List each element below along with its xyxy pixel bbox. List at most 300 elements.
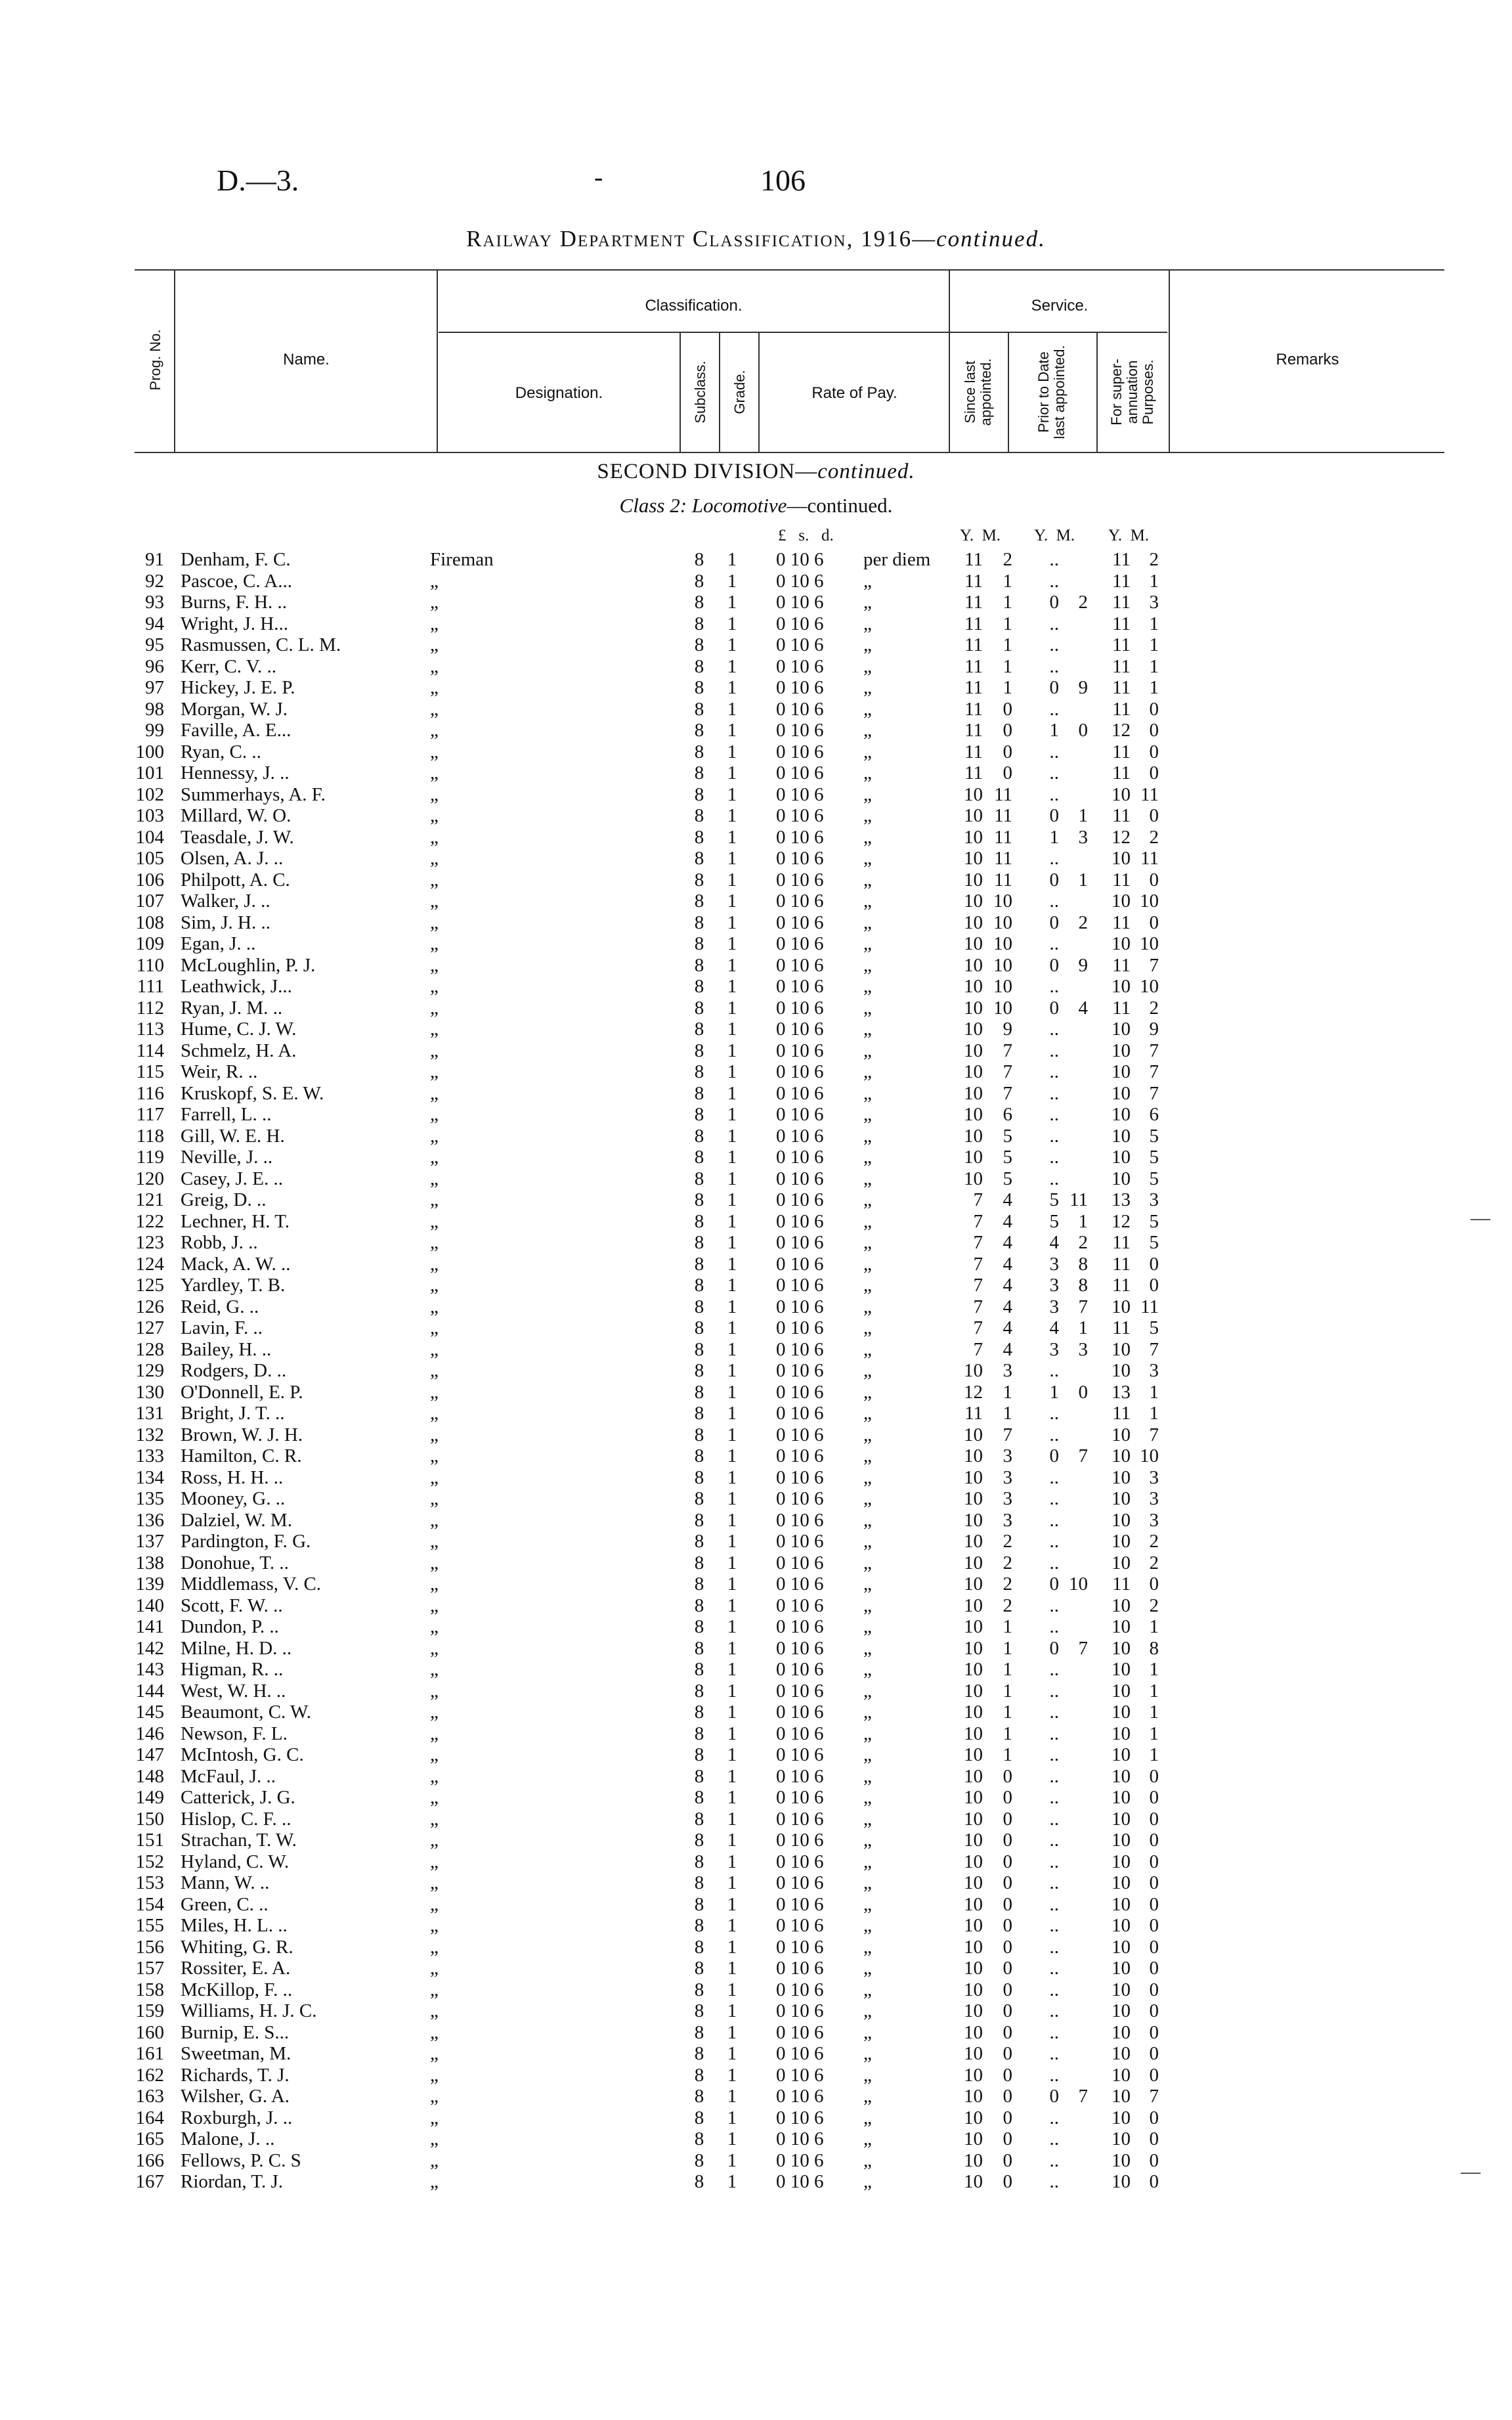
superannuation-months: 1 [1149,1680,1159,1702]
since-last-months: 1 [1003,1680,1012,1702]
grade: 1 [727,1531,737,1552]
since-last-months: 1 [1003,613,1012,634]
staff-name: Walker, J. .. [181,891,270,912]
table-row [0,1168,1512,1190]
staff-name: Weir, R. .. [181,1061,258,1082]
table-row [0,1872,1512,1894]
prior-years: .. [1049,1915,1059,1936]
staff-name: Kruskopf, S. E. W. [181,1082,324,1104]
designation: „ [430,1851,439,1872]
row-number: 124 [135,1253,164,1275]
superannuation-months: 11 [1140,848,1159,869]
row-number: 110 [136,954,164,976]
table-row [0,805,1512,827]
prior-months: 10 [1069,1573,1088,1595]
row-number: 139 [135,1573,164,1595]
rate-of-pay: 0 10 6 [776,1765,824,1787]
superannuation-months: 1 [1149,1744,1159,1765]
designation: „ [430,655,439,677]
grade: 1 [727,1616,737,1637]
since-last-years: 11 [964,720,983,741]
row-number: 101 [135,762,164,783]
rate-of-pay: 0 10 6 [776,1296,824,1317]
prior-months: 9 [1078,677,1088,698]
staff-name: Catterick, J. G. [181,1787,295,1808]
prior-years: .. [1049,1360,1059,1381]
row-number: 117 [136,1104,164,1125]
grade: 1 [727,1061,737,1082]
since-last-months: 7 [1003,1082,1012,1104]
subclass: 8 [694,891,704,912]
row-number: 137 [135,1531,164,1552]
superannuation-years: 10 [1112,1702,1131,1723]
row-number: 146 [135,1723,164,1744]
designation: „ [430,1403,439,1424]
grade: 1 [727,613,737,634]
rate-period: „ [863,1296,872,1317]
staff-name: Ryan, C. .. [181,741,261,762]
superannuation-years: 10 [1112,2021,1131,2043]
superannuation-years: 11 [1112,1317,1131,1338]
since-last-years: 10 [964,1168,983,1189]
grade: 1 [727,741,737,762]
superannuation-years: 10 [1112,1851,1131,1872]
row-number: 132 [135,1424,164,1445]
subclass: 8 [694,1765,704,1787]
prior-years: .. [1049,1125,1059,1147]
rate-period: „ [863,783,872,805]
row-number: 164 [135,2107,164,2128]
superannuation-years: 11 [1112,997,1131,1019]
prior-months: 3 [1078,826,1088,848]
designation: „ [430,1082,439,1104]
superannuation-months: 7 [1149,1424,1159,1445]
table-row [0,1851,1512,1873]
since-last-months: 5 [1003,1168,1012,1189]
subclass: 8 [694,1275,704,1296]
rate-period: „ [863,1488,872,1509]
subclass: 8 [694,1851,704,1872]
designation: „ [430,848,439,869]
designation: „ [430,783,439,805]
since-last-months: 4 [1003,1275,1012,1296]
table-row [0,1616,1512,1638]
prior-years: .. [1049,2128,1059,2149]
prior-months: 7 [1078,2086,1088,2107]
subclass: 8 [694,1616,704,1637]
since-last-years: 10 [964,1637,983,1659]
designation: „ [430,1872,439,1893]
title-year: 1916— [853,226,937,252]
superannuation-years: 10 [1112,1466,1131,1488]
table-row [0,1254,1512,1275]
prior-years: 3 [1049,1296,1059,1317]
subclass: 8 [694,997,704,1019]
superannuation-months: 0 [1149,762,1159,783]
staff-name: Fellows, P. C. S [181,2149,301,2171]
superannuation-years: 11 [1112,805,1131,826]
staff-name: Denham, F. C. [181,549,291,570]
rate-period: „ [863,2171,872,2192]
rate-of-pay: 0 10 6 [776,2000,824,2021]
designation: „ [430,1702,439,1723]
subclass: 8 [694,1189,704,1210]
superannuation-months: 0 [1149,2171,1159,2192]
grade: 1 [727,1830,737,1851]
superannuation-years: 10 [1112,1168,1131,1189]
row-number: 155 [135,1915,164,1936]
since-last-years: 10 [964,1958,983,1979]
row-number: 120 [135,1168,164,1189]
table-row [0,1915,1512,1937]
superannuation-months: 0 [1149,1275,1159,1296]
since-last-years: 10 [964,976,983,997]
subclass: 8 [694,826,704,848]
table-row [0,2150,1512,2172]
staff-name: Greig, D. .. [181,1189,267,1210]
staff-name: Hickey, J. E. P. [181,677,295,698]
row-number: 154 [135,1893,164,1915]
designation: „ [430,1381,439,1403]
table-row [0,1019,1512,1040]
superannuation-months: 0 [1149,805,1159,826]
superannuation-months: 3 [1149,1509,1159,1531]
prior-months: 1 [1078,1210,1088,1232]
grade: 1 [727,1659,737,1680]
rate-of-pay: 0 10 6 [776,1082,824,1104]
designation: „ [430,634,439,655]
since-last-years: 7 [973,1296,983,1317]
superannuation-months: 0 [1149,912,1159,933]
rate-of-pay: 0 10 6 [776,2064,824,2086]
superannuation-months: 0 [1149,1872,1159,1893]
staff-name: Olsen, A. J. .. [181,848,284,869]
table-row [0,1467,1512,1489]
superannuation-months: 0 [1149,1765,1159,1787]
rate-period: „ [863,677,872,698]
designation: „ [430,762,439,783]
row-number: 161 [135,2043,164,2064]
designation: „ [430,2000,439,2021]
rate-period: „ [863,1744,872,1765]
table-row [0,2022,1512,2044]
rate-of-pay: 0 10 6 [776,805,824,826]
staff-name: Brown, W. J. H. [181,1424,303,1445]
rate-of-pay: 0 10 6 [776,2021,824,2043]
staff-name: Robb, J. .. [181,1232,258,1253]
designation: „ [430,1338,439,1360]
since-last-months: 0 [1003,1893,1012,1915]
title-continued: continued. [936,226,1046,252]
designation: „ [430,826,439,848]
grade: 1 [727,1168,737,1189]
designation: „ [430,2149,439,2171]
col-divider [680,332,681,452]
subclass: 8 [694,1403,704,1424]
row-number: 162 [135,2064,164,2086]
superannuation-months: 3 [1149,592,1159,613]
staff-name: Higman, R. .. [181,1659,284,1680]
since-last-years: 10 [964,1488,983,1509]
col-divider [1008,332,1009,452]
since-last-years: 10 [964,1552,983,1573]
prior-years: .. [1049,1061,1059,1082]
subclass: 8 [694,933,704,954]
superannuation-months: 9 [1149,1019,1159,1040]
row-number: 166 [135,2149,164,2171]
subclass: 8 [694,1744,704,1765]
prior-years: .. [1049,698,1059,720]
superannuation-years: 10 [1112,2000,1131,2021]
grade: 1 [727,1552,737,1573]
superannuation-years: 10 [1112,1445,1131,1466]
superannuation-months: 2 [1149,997,1159,1019]
table-row [0,1979,1512,2001]
rate-period: „ [863,1958,872,1979]
prior-years: .. [1049,634,1059,655]
since-last-months: 0 [1003,1830,1012,1851]
grade: 1 [727,2086,737,2107]
rate-period: „ [863,933,872,954]
subclass: 8 [694,1040,704,1061]
staff-name: Scott, F. W. .. [181,1595,283,1616]
rate-of-pay: 0 10 6 [776,1019,824,1040]
staff-name: Donohue, T. .. [181,1552,289,1573]
subclass: 8 [694,1915,704,1936]
table-row [0,1232,1512,1254]
superannuation-years: 10 [1112,1552,1131,1573]
table-row [0,1510,1512,1531]
row-number: 140 [135,1595,164,1616]
since-last-years: 10 [964,1061,983,1082]
subclass: 8 [694,1573,704,1595]
row-number: 129 [135,1360,164,1381]
superannuation-years: 13 [1112,1381,1131,1403]
designation: „ [430,1125,439,1147]
grade: 1 [727,1958,737,1979]
since-last-years: 10 [964,1147,983,1168]
rate-of-pay: 0 10 6 [776,2086,824,2107]
title-main: Railway Department Classification, [466,226,854,252]
staff-name: Wright, J. H... [181,613,288,634]
rate-of-pay: 0 10 6 [776,634,824,655]
designation: „ [430,2086,439,2107]
table-row [0,1723,1512,1745]
table-row [0,784,1512,806]
designation: „ [430,933,439,954]
rate-of-pay: 0 10 6 [776,1659,824,1680]
grade: 1 [727,1082,737,1104]
since-last-years: 10 [964,1019,983,1040]
staff-name: Kerr, C. V. .. [181,655,276,677]
row-number: 105 [135,848,164,869]
prior-years: .. [1049,1936,1059,1958]
since-last-years: 10 [964,2086,983,2107]
prior-years: .. [1049,1744,1059,1765]
prior-years: .. [1049,1787,1059,1808]
prior-years: 0 [1049,869,1059,891]
classification-service-rule [439,332,1167,333]
rate-of-pay: 0 10 6 [776,2149,824,2171]
prior-years: .. [1049,1147,1059,1168]
row-number: 104 [135,826,164,848]
superannuation-months: 5 [1149,1232,1159,1253]
rate-of-pay: 0 10 6 [776,1040,824,1061]
division-title [0,460,1512,484]
since-last-months: 10 [993,954,1012,976]
table-row [0,1488,1512,1510]
staff-name: Teasdale, J. W. [181,826,294,848]
since-last-months: 3 [1003,1509,1012,1531]
table-row [0,1638,1512,1660]
rate-period: „ [863,1360,872,1381]
rate-of-pay: 0 10 6 [776,2107,824,2128]
subclass: 8 [694,783,704,805]
subclass: 8 [694,1296,704,1317]
subclass: 8 [694,613,704,634]
subclass: 8 [694,2107,704,2128]
table-row [0,613,1512,635]
prior-years: .. [1049,1979,1059,2000]
since-last-years: 7 [973,1232,983,1253]
since-last-years: 10 [964,1659,983,1680]
staff-name: Wilsher, G. A. [181,2086,290,2107]
subclass: 8 [694,912,704,933]
prior-years: .. [1049,655,1059,677]
table-row [0,1659,1512,1681]
since-last-years: 10 [964,1040,983,1061]
table-row [0,1531,1512,1552]
staff-name: Williams, H. J. C. [181,2000,317,2021]
superannuation-years: 11 [1112,677,1131,698]
since-last-months: 0 [1003,2149,1012,2171]
since-last-years: 10 [964,1808,983,1830]
designation: „ [430,1830,439,1851]
row-number: 95 [145,634,164,655]
staff-name: Neville, J. .. [181,1147,273,1168]
staff-name: Dalziel, W. M. [181,1509,292,1531]
designation: „ [430,891,439,912]
row-number: 111 [137,976,164,997]
grade: 1 [727,1787,737,1808]
grade: 1 [727,2107,737,2128]
rate-period: „ [863,634,872,655]
superannuation-years: 11 [1112,613,1131,634]
row-number: 114 [136,1040,164,1061]
superannuation-years: 11 [1112,549,1131,570]
since-last-years: 12 [964,1381,983,1403]
prior-months: 7 [1078,1296,1088,1317]
superannuation-years: 11 [1112,869,1131,891]
rate-of-pay: 0 10 6 [776,1125,824,1147]
row-number: 134 [135,1466,164,1488]
superannuation-months: 3 [1149,1360,1159,1381]
since-last-years: 10 [964,1872,983,1893]
since-last-years: 10 [964,1531,983,1552]
prior-years: .. [1049,1424,1059,1445]
grade: 1 [727,1360,737,1381]
rate-period: „ [863,2128,872,2149]
table-row [0,1360,1512,1382]
row-number: 144 [135,1680,164,1702]
row-number: 167 [135,2171,164,2192]
subclass: 8 [694,592,704,613]
row-number: 94 [145,613,164,634]
staff-name: O'Donnell, E. P. [181,1381,303,1403]
since-last-months: 4 [1003,1253,1012,1275]
designation: „ [430,1723,439,1744]
header-name: Name. [283,351,330,368]
superannuation-years: 10 [1112,2043,1131,2064]
staff-name: Millard, W. O. [181,805,292,826]
designation: „ [430,1573,439,1595]
since-last-years: 11 [964,762,983,783]
prior-years: 5 [1049,1189,1059,1210]
prior-years: .. [1049,1019,1059,1040]
rate-of-pay: 0 10 6 [776,1787,824,1808]
superannuation-months: 0 [1149,1573,1159,1595]
table-row [0,1296,1512,1318]
grade: 1 [727,1680,737,1702]
prior-units: Y. M. [1034,527,1075,544]
superannuation-months: 3 [1149,1189,1159,1210]
row-number: 135 [135,1488,164,1509]
prior-years: 0 [1049,677,1059,698]
row-number: 113 [136,1019,164,1040]
superannuation-months: 2 [1149,1595,1159,1616]
table-row [0,1766,1512,1788]
designation: „ [430,1360,439,1381]
since-last-years: 10 [964,1851,983,1872]
since-last-months: 4 [1003,1338,1012,1360]
grade: 1 [727,698,737,720]
superannuation-years: 10 [1112,1765,1131,1787]
header-since-last: Since last appointed. [962,358,994,426]
row-number: 112 [136,997,164,1019]
since-last-months: 10 [993,933,1012,954]
subclass: 8 [694,976,704,997]
rate-period: „ [863,1637,872,1659]
superannuation-years: 10 [1112,2149,1131,2171]
rate-period: „ [863,1595,872,1616]
rate-of-pay: 0 10 6 [776,783,824,805]
prior-years: 0 [1049,2086,1059,2107]
row-number: 123 [135,1232,164,1253]
superannuation-months: 1 [1149,1381,1159,1403]
designation: „ [430,1787,439,1808]
superannuation-years: 10 [1112,1936,1131,1958]
subclass: 8 [694,1893,704,1915]
superannuation-years: 11 [1112,1275,1131,1296]
rate-of-pay: 0 10 6 [776,1851,824,1872]
row-number: 149 [135,1787,164,1808]
rate-period: „ [863,1723,872,1744]
since-last-months: 0 [1003,2128,1012,2149]
grade: 1 [727,997,737,1019]
since-last-months: 5 [1003,1125,1012,1147]
subclass: 8 [694,1680,704,1702]
superannuation-years: 10 [1112,1360,1131,1381]
staff-name: Strachan, T. W. [181,1830,297,1851]
subclass: 8 [694,954,704,976]
prior-months: 4 [1078,997,1088,1019]
rate-of-pay: 0 10 6 [776,741,824,762]
superannuation-years: 11 [1112,741,1131,762]
designation: „ [430,805,439,826]
rate-of-pay: 0 10 6 [776,997,824,1019]
superannuation-years: 10 [1112,1723,1131,1744]
header-top-rule [135,269,1444,271]
